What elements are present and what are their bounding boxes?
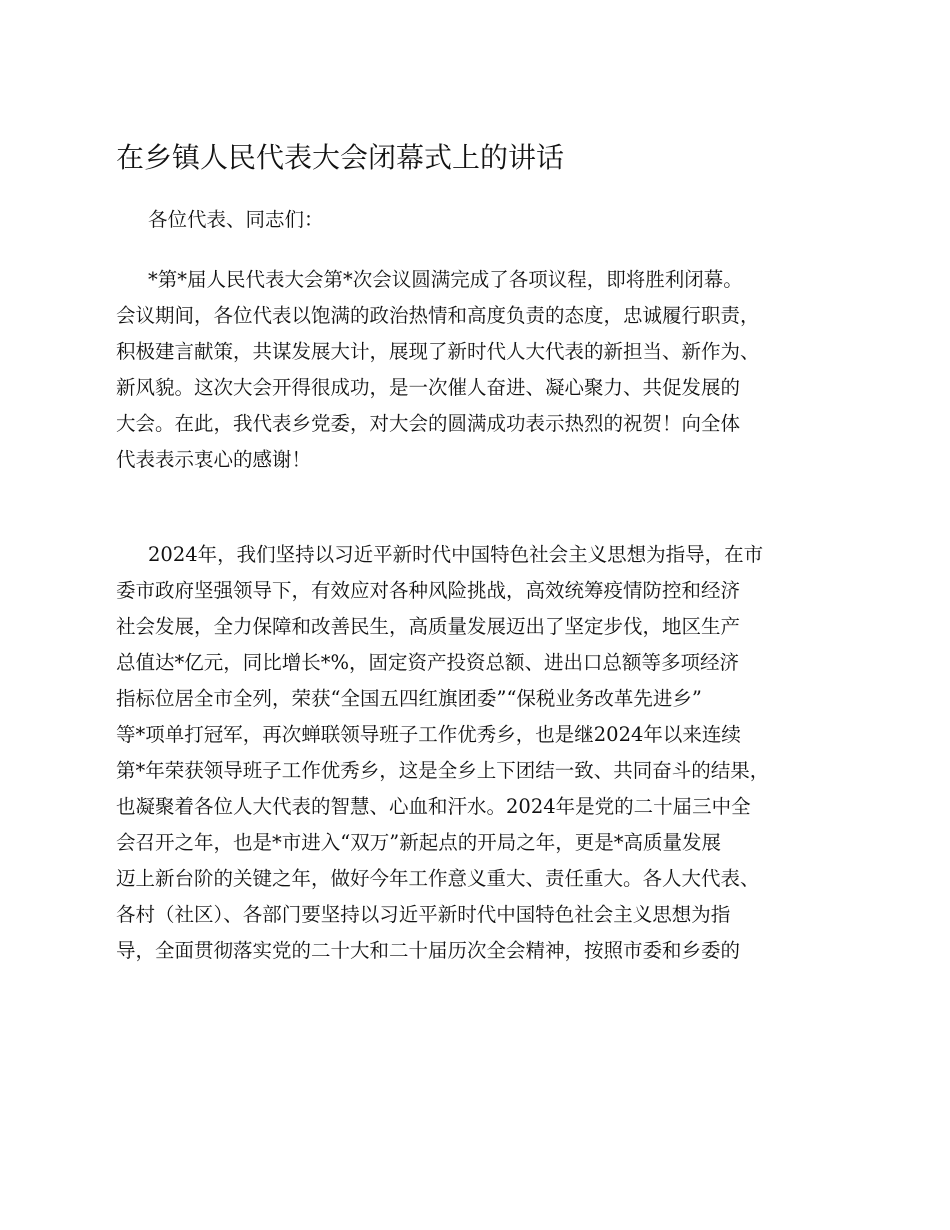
- paragraph-line: 新风貌。这次大会开得很成功，是一次催人奋进、凝心聚力、共促发展的: [116, 376, 741, 399]
- paragraph-line: 导，全面贯彻落实党的二十大和二十届历次全会精神，按照市委和乡委的: [116, 939, 741, 962]
- paragraph-2: [116, 537, 836, 969]
- paragraph-line: 也凝聚着各位人大代表的智慧、心血和汗水。2024年是党的二十届三中全: [116, 795, 751, 818]
- paragraph-line: 迈上新台阶的关键之年，做好今年工作意义重大、责任重大。各人大代表、: [116, 867, 760, 890]
- paragraph-line: 第*年荣获领导班子工作优秀乡，这是全乡上下团结一致、共同奋斗的结果，: [116, 759, 770, 782]
- paragraph-line: 会议期间，各位代表以饱满的政治热情和高度负责的态度，忠诚履行职责，: [116, 304, 760, 327]
- paragraph-line: 总值达*亿元，同比增长*%，固定资产投资总额、进出口总额等多项经济: [116, 651, 740, 674]
- greeting-line: 各位代表、同志们：: [148, 208, 324, 231]
- paragraph-line: *第*届人民代表大会第*次会议圆满完成了各项议程，即将胜利闭幕。: [148, 268, 743, 291]
- paragraph-line: 积极建言献策，共谋发展大计，展现了新时代人大代表的新担当、新作为、: [116, 340, 760, 363]
- greeting-paragraph: [116, 202, 836, 238]
- paragraph-1: [116, 262, 836, 478]
- paragraph-line: 2024年，我们坚持以习近平新时代中国特色社会主义思想为指导，在市: [148, 543, 764, 566]
- paragraph-line: 社会发展，全力保障和改善民生，高质量发展迈出了坚定步伐，地区生产: [116, 615, 741, 638]
- paragraph-line: 等*项单打冠军，再次蝉联领导班子工作优秀乡，也是继2024年以来连续: [116, 723, 741, 746]
- paragraph-line: 会召开之年，也是*市进入“双万”新起点的开局之年，更是*高质量发展: [116, 831, 721, 854]
- paragraph-line: 指标位居全市全列，荣获“全国五四红旗团委”“保税业务改革先进乡”: [116, 687, 702, 710]
- paragraph-line: 代表表示衷心的感谢！: [116, 448, 312, 471]
- paragraph-line: 大会。在此，我代表乡党委，对大会的圆满成功表示热烈的祝贺！向全体: [116, 412, 741, 435]
- paragraph-line: 各村（社区）、各部门要坚持以习近平新时代中国特色社会主义思想为指: [116, 903, 731, 926]
- document-title: 在乡镇人民代表大会闭幕式上的讲话: [116, 141, 565, 174]
- paragraph-line: 委市政府坚强领导下，有效应对各种风险挑战，高效统筹疫情防控和经济: [116, 579, 741, 602]
